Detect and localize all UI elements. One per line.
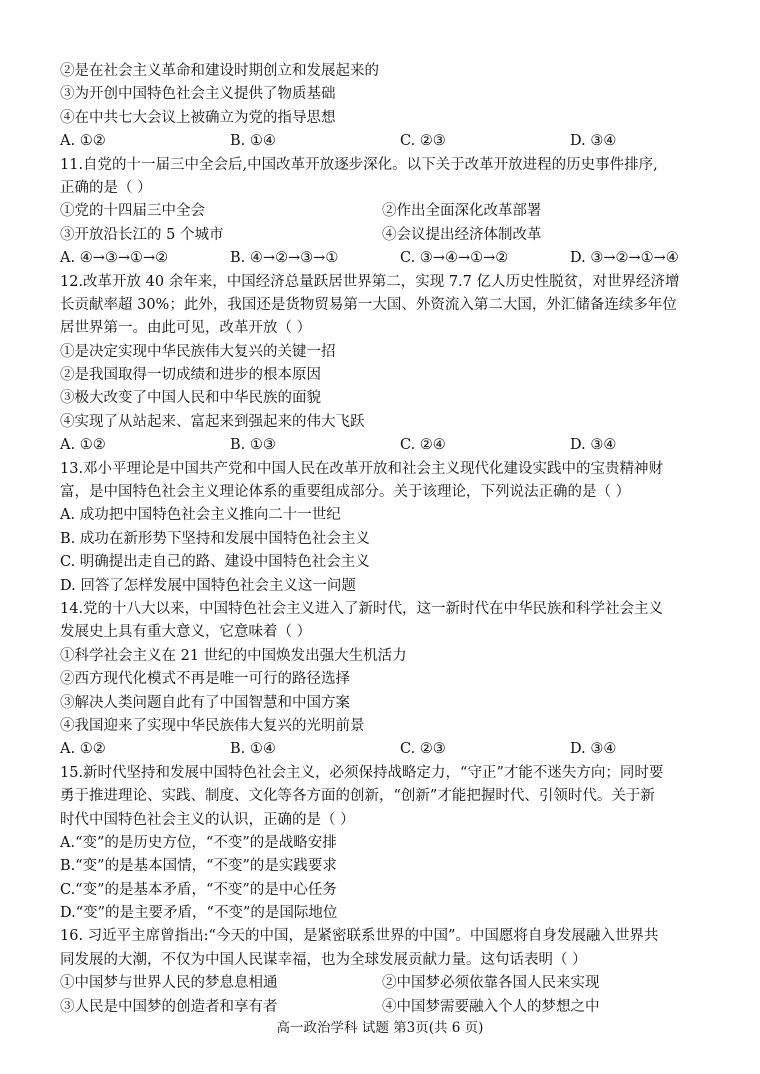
q13-option-b[interactable]: B. 成功在新形势下坚持和发展中国特色社会主义	[60, 530, 370, 547]
q12-stem-line-3: 居世界第一。由此可见，改革开放（ ）	[60, 320, 312, 337]
q14-option-a[interactable]: A. ①②	[60, 741, 106, 758]
q15-option-c[interactable]: C.“变”的是基本矛盾，“不变”的是中心任务	[60, 881, 337, 898]
q14-stem-line-1: 14.党的十八大以来，中国特色社会主义进入了新时代，这一新时代在中华民族和科学社会主义	[60, 600, 664, 617]
q16-item-3: ③人民是中国梦的创造者和享有者	[60, 998, 278, 1015]
q12-item-1: ①是决定实现中华民族伟大复兴的关键一招	[60, 343, 336, 360]
q14-stem-line-2: 发展史上具有重大意义，它意味着（ ）	[60, 624, 312, 641]
q16-stem-line-1: 16. 习近平主席曾指出:“今天的中国，是紧密联系世界的中国”。中国愿将自身发展融入世界共	[60, 928, 659, 945]
q14-option-b[interactable]: B. ①④	[230, 741, 276, 758]
q11-item-4: ④会议提出经济体制改革	[382, 226, 542, 243]
q15-stem-line-1: 15.新时代坚持和发展中国特色社会主义，必须保持战略定力，“守正”才能不迷失方向；同时要	[60, 764, 664, 781]
q11-item-2: ②作出全面深化改革部署	[382, 203, 542, 220]
q13-stem-line-1: 13.邓小平理论是中国共产党和中国人民在改革开放和社会主义现代化建设实践中的宝贵精神财	[60, 460, 664, 477]
q11-option-b[interactable]: B. ④→②→③→①	[230, 250, 339, 267]
q12-item-2: ②是我国取得一切成绩和进步的根本原因	[60, 367, 321, 384]
q11-option-d[interactable]: D. ③→②→①→④	[570, 250, 679, 267]
q16-item-4: ④中国梦需要融入个人的梦想之中	[382, 998, 600, 1015]
q10-options	[60, 130, 705, 153]
q16-item-2: ②中国梦必须依靠各国人民来实现	[382, 975, 600, 992]
q11-stem-line-1: 11.自党的十一届三中全会后,中国改革开放逐步深化。以下关于改革开放进程的历史事件排序,	[60, 156, 658, 173]
q14-options	[60, 738, 705, 761]
q11-item-3: ③开放沿长江的 5 个城市	[60, 226, 224, 243]
q14-item-1: ①科学社会主义在 21 世纪的中国焕发出强大生机活力	[60, 647, 407, 664]
q15-option-d[interactable]: D.“变”的是主要矛盾，“不变”的是国际地位	[60, 905, 338, 922]
q12-option-d[interactable]: D. ③④	[570, 437, 617, 454]
q16-item-1: ①中国梦与世界人民的梦息息相通	[60, 975, 278, 992]
q16-items-row-1	[60, 972, 705, 995]
q14-option-d[interactable]: D. ③④	[570, 741, 617, 758]
q11-items-row-2	[60, 224, 705, 247]
q10-option-c[interactable]: C. ②③	[400, 133, 446, 150]
q16-items-row-2	[60, 996, 705, 1019]
q10-option-b[interactable]: B. ①④	[230, 133, 276, 150]
q11-items-row-1	[60, 200, 705, 223]
q11-stem-line-2: 正确的是（ ）	[60, 179, 152, 196]
q12-stem-line-2: 长贡献率超 30%；此外，我国还是货物贸易第一大国、外资流入第二大国，外汇储备连续多年位	[60, 296, 677, 313]
q15-option-b[interactable]: B.“变”的是基本国情，“不变”的是实践要求	[60, 858, 337, 875]
q12-item-4: ④实现了从站起来、富起来到强起来的伟大飞跃	[60, 413, 365, 430]
q11-option-a[interactable]: A. ④→③→①→②	[60, 250, 169, 267]
q11-options	[60, 247, 705, 270]
exam-page	[60, 60, 705, 1019]
q13-option-a[interactable]: A. 成功把中国特色社会主义推向二十一世纪	[60, 507, 341, 524]
q10-option-a[interactable]: A. ①②	[60, 133, 106, 150]
q14-item-3: ③解决人类问题自此有了中国智慧和中国方案	[60, 694, 350, 711]
q13-option-c[interactable]: C. 明确提出走自己的路、建设中国特色社会主义	[60, 554, 370, 571]
q14-option-c[interactable]: C. ②③	[400, 741, 446, 758]
page-footer: 高一政治学科 试题 第3页(共 6 页)	[276, 1020, 484, 1036]
q10-item-2: ②是在社会主义革命和建设时期创立和发展起来的	[60, 63, 379, 79]
q13-stem-line-2: 富，是中国特色社会主义理论体系的重要组成部分。关于该理论，下列说法正确的是（ ）	[60, 484, 631, 501]
q12-option-c[interactable]: C. ②④	[400, 437, 446, 454]
q12-item-3: ③极大改变了中国人民和中华民族的面貌	[60, 390, 321, 407]
q10-item-4: ④在中共七大会议上被确立为党的指导思想	[60, 109, 336, 126]
q15-stem-line-2: 勇于推进理论、实践、制度、文化等各方面的创新，“创新”才能把握时代、引领时代。关于新	[60, 788, 655, 805]
q12-options	[60, 434, 705, 457]
q15-stem-line-3: 时代中国特色社会主义的认识，正确的是（ ）	[60, 811, 355, 828]
q10-option-d[interactable]: D. ③④	[570, 133, 617, 150]
q12-option-b[interactable]: B. ①③	[230, 437, 276, 454]
q12-stem-line-1: 12.改革开放 40 余年来，中国经济总量跃居世界第二，实现 7.7 亿人历史性脱贫，对世界经济增	[60, 273, 680, 290]
q14-item-2: ②西方现代化模式不再是唯一可行的路径选择	[60, 671, 350, 688]
q13-option-d[interactable]: D. 回答了怎样发展中国特色社会主义这一问题	[60, 577, 356, 594]
q11-option-c[interactable]: C. ③→④→①→②	[400, 250, 509, 267]
q11-item-1: ①党的十四届三中全会	[60, 203, 205, 220]
q14-item-4: ④我国迎来了实现中华民族伟大复兴的光明前景	[60, 717, 365, 734]
q16-stem-line-2: 同发展的大潮，不仅为中国人民谋幸福，也为全球发展贡献力量。这句话表明（ ）	[60, 951, 587, 968]
q12-option-a[interactable]: A. ①②	[60, 437, 106, 454]
q15-option-a[interactable]: A.“变”的是历史方位，“不变”的是战略安排	[60, 834, 337, 851]
q10-item-3: ③为开创中国特色社会主义提供了物质基础	[60, 86, 336, 103]
